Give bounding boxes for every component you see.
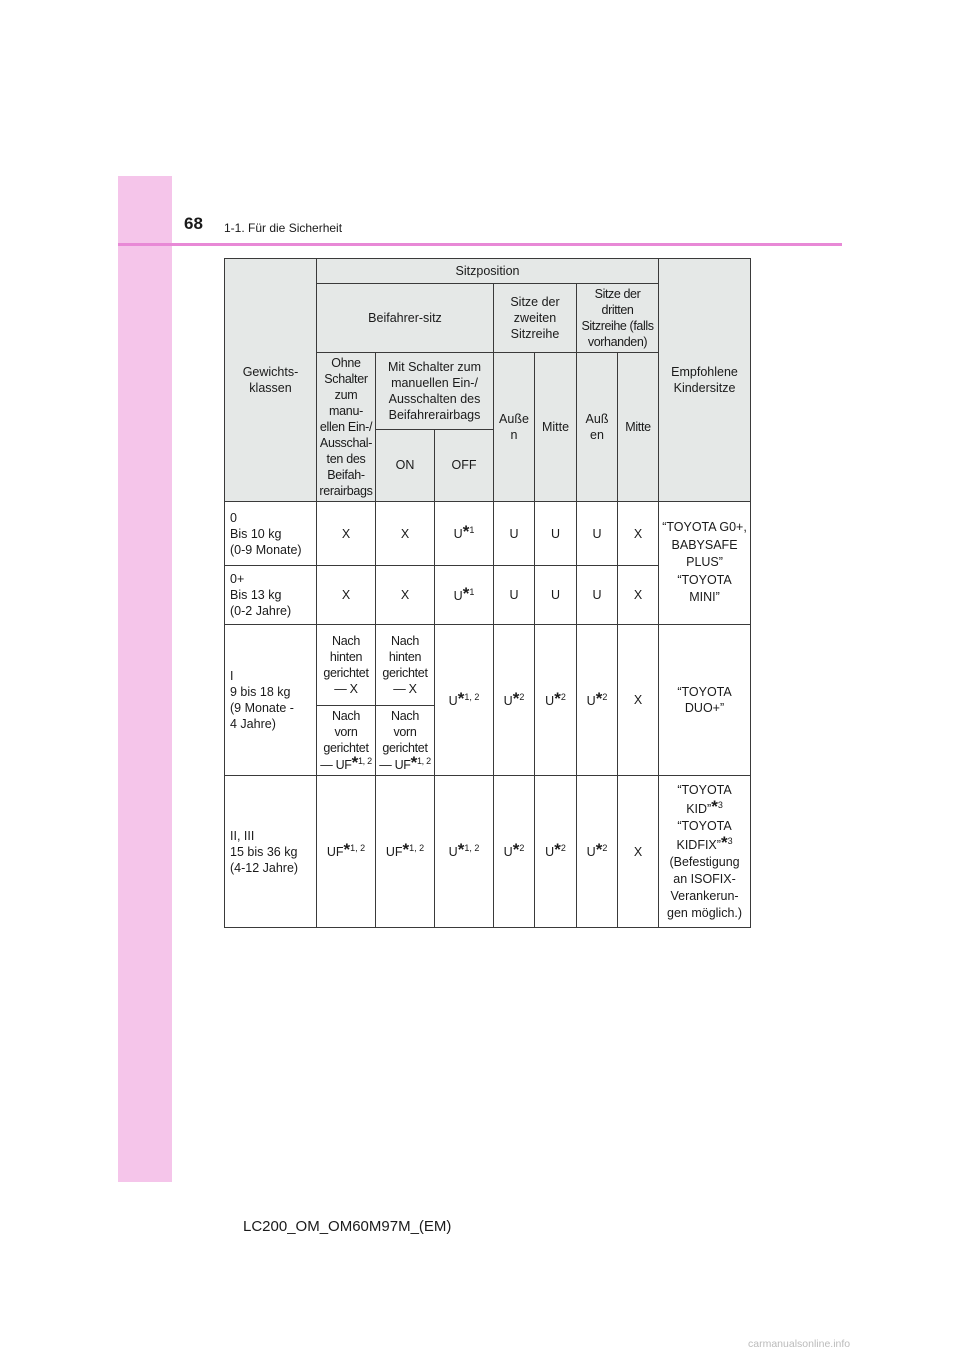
cell-second-outer: U*$^2$ (494, 625, 535, 776)
cell-passenger-off: U*$^{1, 2}$ (435, 625, 494, 776)
cell-passenger-no-switch: UF*$^{1, 2}$ (317, 776, 376, 928)
header-second-row-outer: Auße n (494, 353, 535, 502)
header-rule (118, 243, 842, 246)
cell-third-outer: U (577, 566, 618, 625)
cell-passenger-on-front: Nach vorn gerichtet — UF*$^{1, 2}$ (376, 706, 435, 776)
cell-passenger-off: U*$^{1, 2}$ (435, 776, 494, 928)
cell-recommended-seats: “TOYOTA KID”*$^3$ “TOYOTA KIDFIX”*$^3$ (Befestigung an ISOFIX-Verankerun-gen möglich.) (659, 776, 751, 928)
header-second-row: Sitze der zweiten Sitzreihe (494, 284, 577, 353)
weight-class-cell: II, III 15 bis 36 kg (4-12 Jahre) (225, 776, 317, 928)
cell-second-outer: U (494, 502, 535, 566)
table-row (225, 625, 751, 706)
header-passenger-seat: Beifahrer-sitz (317, 284, 494, 353)
cell-third-outer: U*$^2$ (577, 625, 618, 776)
cell-second-middle: U*$^2$ (535, 776, 577, 928)
cell-third-outer: U*$^2$ (577, 776, 618, 928)
header-with-airbag-switch: Mit Schalter zum manuellen Ein-/ Ausschalten des Beifahrerairbags (376, 353, 494, 430)
cell-passenger-on: UF*$^{1, 2}$ (376, 776, 435, 928)
cell-passenger-no-switch-front: Nach vorn gerichtet — UF*$^{1, 2}$ (317, 706, 376, 776)
cell-second-outer: U*$^2$ (494, 776, 535, 928)
cell-recommended-seats: “TOYOTA G0+, BABYSAFE PLUS” “TOYOTA MINI” (659, 502, 751, 625)
weight-class-cell: 0 Bis 10 kg (0-9 Monate) (225, 502, 317, 566)
cell-third-middle: X (618, 776, 659, 928)
cell-passenger-off: U*$^1$ (435, 566, 494, 625)
header-second-row-middle: Mitte (535, 353, 577, 502)
cell-second-middle: U*$^2$ (535, 625, 577, 776)
cell-recommended-seats: “TOYOTA DUO+” (659, 625, 751, 776)
cell-passenger-off: U*$^1$ (435, 502, 494, 566)
cell-passenger-on: X (376, 502, 435, 566)
page-number: 68 (184, 214, 203, 233)
side-tab-bar (118, 176, 172, 1182)
document-code: LC200_OM_OM60M97M_(EM) (243, 1218, 452, 1235)
header-recommended-seats: Empfohlene Kindersitze (659, 259, 751, 502)
weight-class-cell: 0+ Bis 13 kg (0-2 Jahre) (225, 566, 317, 625)
cell-second-middle: U (535, 566, 577, 625)
header-switch-on: ON (376, 429, 435, 501)
header-seat-position: Sitzposition (317, 259, 659, 284)
header-third-row: Sitze der dritten Sitzreihe (falls vorhanden) (577, 284, 659, 353)
table-row (225, 502, 751, 566)
cell-third-middle: X (618, 566, 659, 625)
cell-third-middle: X (618, 625, 659, 776)
watermark: carmanualsonline.info (748, 1338, 851, 1350)
cell-second-middle: U (535, 502, 577, 566)
cell-third-outer: U (577, 502, 618, 566)
table-row (225, 776, 751, 928)
cell-passenger-no-switch: X (317, 566, 376, 625)
cell-passenger-on: X (376, 566, 435, 625)
cell-third-middle: X (618, 502, 659, 566)
section-title: 1-1. Für die Sicherheit (224, 221, 343, 235)
header-weight-class: Gewichts-klassen (225, 259, 317, 502)
header-switch-off: OFF (435, 429, 494, 501)
cell-passenger-no-switch-rear: Nach hinten gerichtet — X (317, 625, 376, 706)
cell-passenger-no-switch: X (317, 502, 376, 566)
weight-class-cell: I 9 bis 18 kg (9 Monate - 4 Jahre) (225, 625, 317, 776)
header-no-airbag-switch: Ohne Schalter zum manu-ellen Ein-/ Ausschal-ten des Beifah-rerairbags (317, 353, 376, 502)
header-third-row-outer: Auß en (577, 353, 618, 502)
header-third-row-middle: Mitte (618, 353, 659, 502)
cell-second-outer: U (494, 566, 535, 625)
cell-passenger-on-rear: Nach hinten gerichtet — X (376, 625, 435, 706)
child-seat-table (224, 258, 751, 928)
